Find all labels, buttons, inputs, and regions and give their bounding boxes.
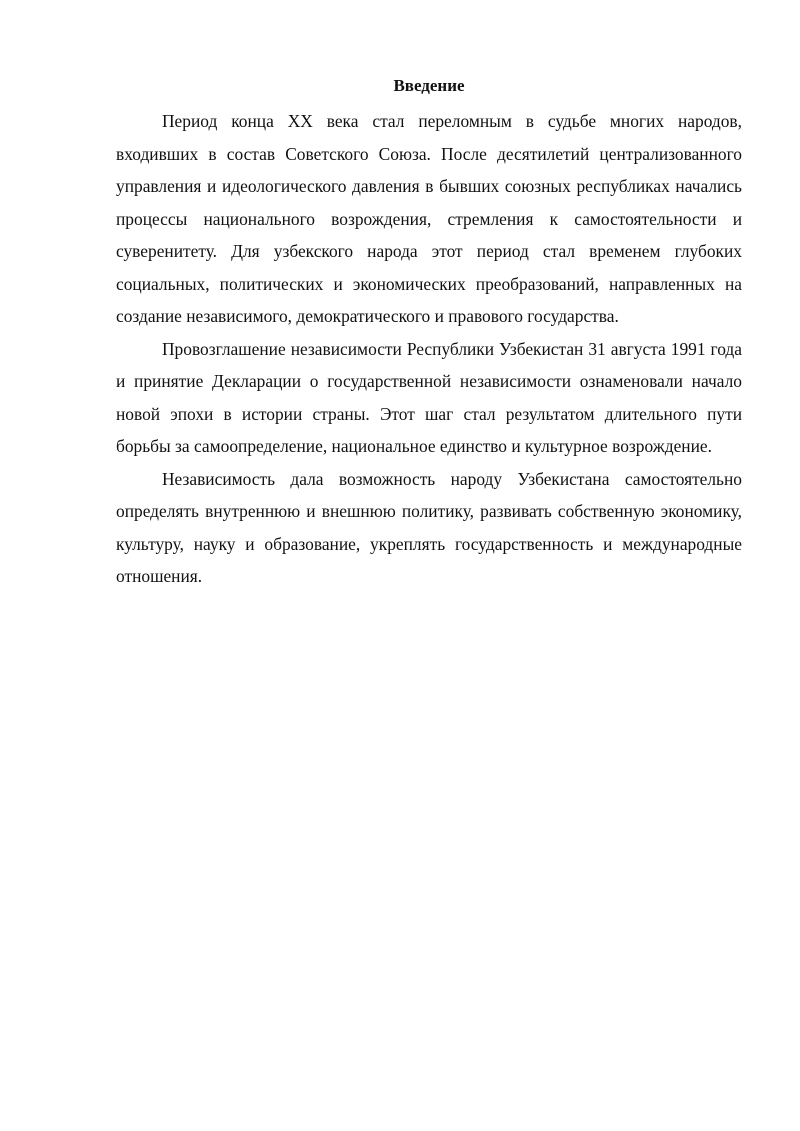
paragraph-1: Период конца XX века стал переломным в судьбе многих народов, входивших в состав Советского Союза. После десятилетий централизованного управления и идеологического давления в бывших союзных республиках начались процессы национального возрождения, стремления к самостоятельности и суверенитету. Для узбекского народа этот период стал временем глубоких социальных, политических и экономических преобразований, направленных на создание независимого, демократического и правового государства. xyxy=(116,111,742,326)
document-title: Введение xyxy=(393,76,465,95)
paragraph-2: Провозглашение независимости Республики Узбекистан 31 августа 1991 года и принятие Декларации о государственной независимости ознаменовали начало новой эпохи в истории страны. Этот шаг стал результатом длительного пути борьбы за самоопределение, национальное единство и культурное возрождение. xyxy=(116,338,742,456)
paragraph-3: Независимость дала возможность народу Узбекистана самостоятельно определять внутреннюю и внешнюю политику, развивать собственную экономику, культуру, науку и образование, укреплять государственность и международные отношения. xyxy=(116,468,742,586)
